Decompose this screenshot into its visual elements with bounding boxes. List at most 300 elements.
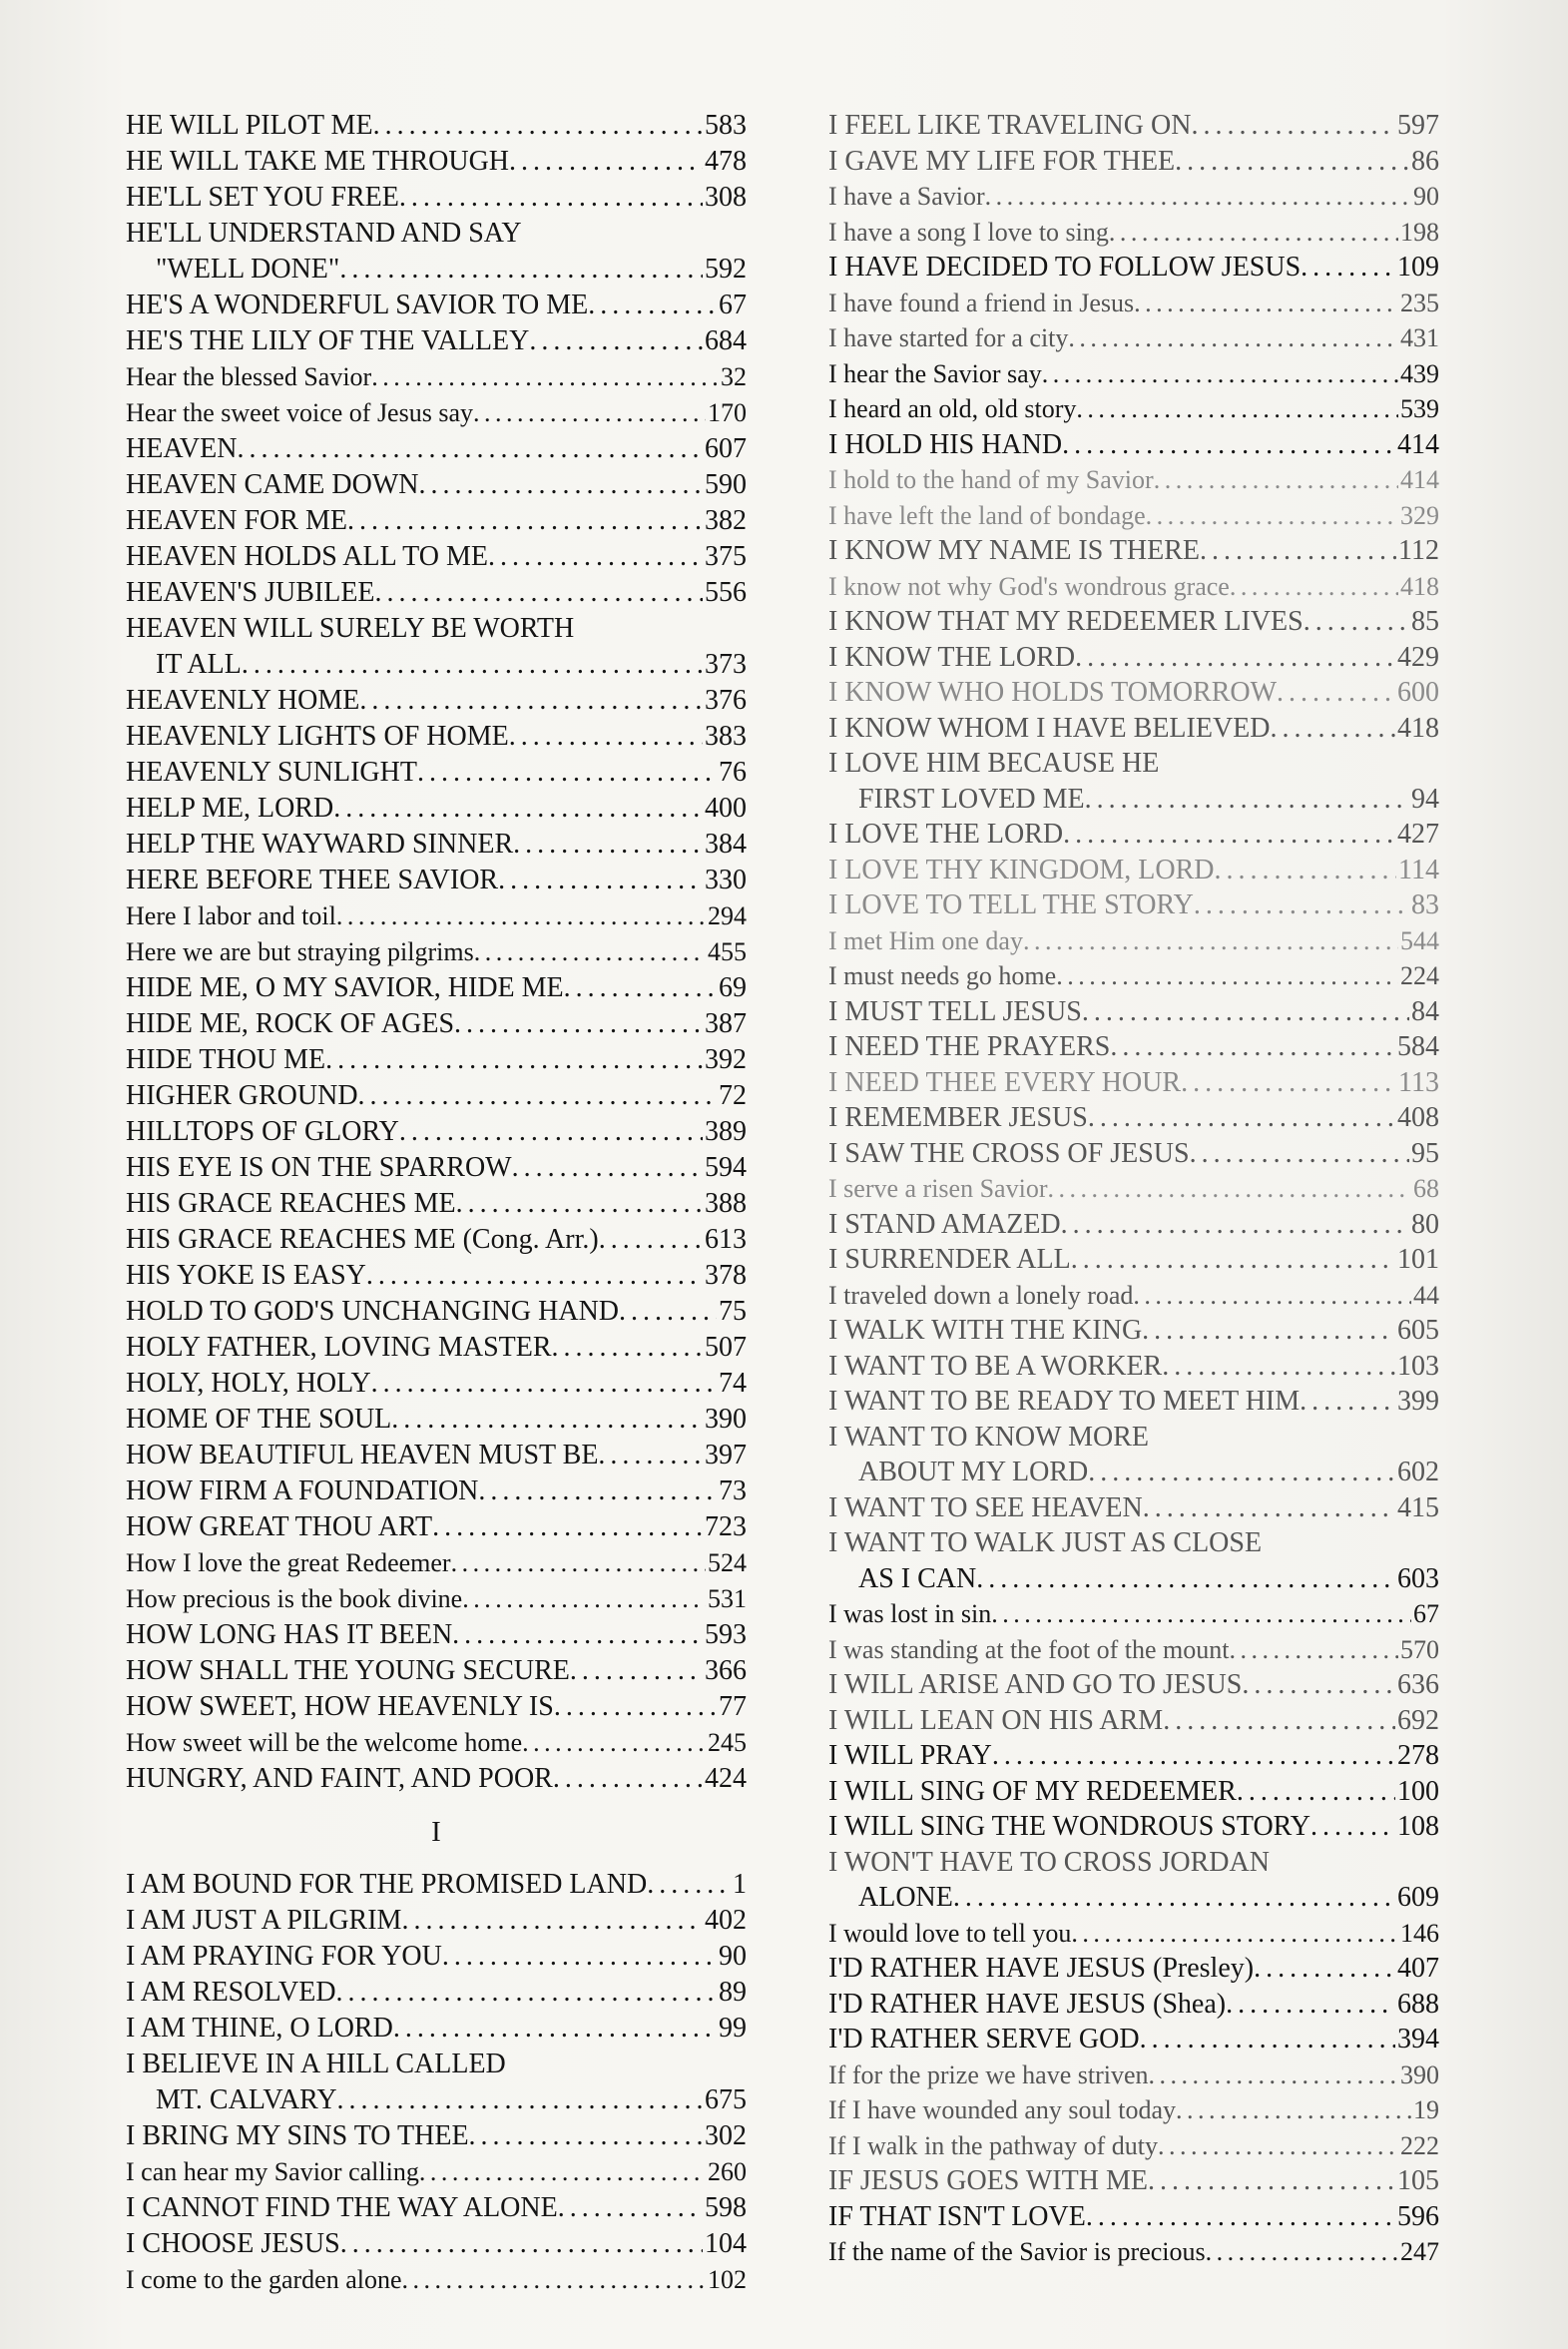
index-entry bbox=[126, 1294, 747, 1330]
entry-number: 592 bbox=[705, 254, 747, 285]
entry-number: 86 bbox=[1411, 145, 1439, 177]
entry-title: I WALK WITH THE KING bbox=[828, 1315, 1143, 1346]
index-entry bbox=[828, 1632, 1439, 1668]
index-entry bbox=[126, 503, 747, 539]
index-entry bbox=[126, 1078, 747, 1114]
entry-title: HIDE ME, O MY SAVIOR, HIDE ME bbox=[126, 972, 564, 1003]
index-entry bbox=[828, 144, 1439, 180]
entry-number: 1 bbox=[733, 1869, 747, 1900]
index-entry bbox=[126, 1509, 747, 1545]
index-entry bbox=[828, 1136, 1439, 1172]
dot-leader bbox=[992, 1738, 1395, 1774]
entry-number: 76 bbox=[719, 757, 747, 788]
index-entry bbox=[126, 1545, 747, 1581]
index-entry bbox=[828, 640, 1439, 676]
entry-title: I GAVE MY LIFE FOR THEE bbox=[828, 145, 1176, 177]
entry-number: 247 bbox=[1400, 2237, 1439, 2266]
index-entry bbox=[828, 1703, 1439, 1739]
entry-number: 424 bbox=[705, 1763, 747, 1794]
entry-number: 539 bbox=[1400, 394, 1439, 423]
entry-number: 32 bbox=[721, 362, 747, 391]
entry-number: 408 bbox=[1397, 1102, 1439, 1133]
entry-number: 596 bbox=[1397, 2200, 1439, 2232]
dot-leader bbox=[976, 1561, 1395, 1597]
entry-number: 100 bbox=[1397, 1775, 1439, 1807]
index-entry bbox=[126, 791, 747, 827]
entry-number: 402 bbox=[705, 1905, 747, 1936]
entry-title: HOW FIRM A FOUNDATION bbox=[126, 1475, 479, 1506]
entry-title: HEAVEN CAME DOWN bbox=[126, 469, 419, 500]
index-entry bbox=[126, 1258, 747, 1294]
entry-number: 375 bbox=[705, 541, 747, 572]
entry-number: 584 bbox=[1397, 1031, 1439, 1062]
index-entry bbox=[828, 2022, 1439, 2057]
entry-number: 366 bbox=[705, 1655, 747, 1686]
dot-leader bbox=[1023, 923, 1398, 959]
dot-leader bbox=[552, 1330, 703, 1366]
dot-leader bbox=[1109, 215, 1398, 251]
entry-title: I STAND AMAZED bbox=[828, 1208, 1061, 1240]
index-entry bbox=[828, 391, 1439, 427]
entry-number: 170 bbox=[708, 398, 747, 427]
entry-number: 112 bbox=[1398, 535, 1439, 566]
dot-leader bbox=[442, 1939, 717, 1975]
index-entry bbox=[828, 1916, 1439, 1952]
dot-leader bbox=[647, 1867, 731, 1903]
dot-leader bbox=[1200, 533, 1396, 569]
entry-title: HIGHER GROUND bbox=[126, 1080, 358, 1111]
entry-title: ALONE bbox=[858, 1882, 953, 1913]
index-entry bbox=[126, 683, 747, 719]
entry-title: I WANT TO KNOW MORE bbox=[828, 1421, 1149, 1453]
entry-title: I KNOW MY NAME IS THERE bbox=[828, 535, 1201, 566]
index-entry bbox=[126, 539, 747, 575]
index-entry bbox=[126, 2082, 747, 2118]
entry-title: HEAVEN bbox=[126, 433, 238, 464]
entry-title: I have a Savior bbox=[828, 182, 985, 211]
dot-leader bbox=[512, 1150, 703, 1186]
index-entry bbox=[126, 2011, 747, 2047]
entry-number: 302 bbox=[705, 2120, 747, 2151]
entry-title: I met Him one day bbox=[828, 925, 1023, 955]
index-entry bbox=[828, 1667, 1439, 1703]
dot-leader bbox=[1194, 887, 1409, 923]
index-entry bbox=[828, 887, 1439, 923]
entry-number: 245 bbox=[708, 1728, 747, 1757]
entry-title: If I walk in the pathway of duty bbox=[828, 2130, 1158, 2160]
entry-title: HOW LONG HAS IT BEEN bbox=[126, 1619, 453, 1650]
index-entry bbox=[828, 1951, 1439, 1987]
dot-leader bbox=[558, 2190, 703, 2226]
entry-title: I LOVE THY KINGDOM, LORD bbox=[828, 854, 1215, 885]
dot-leader bbox=[1134, 286, 1398, 321]
entry-number: 392 bbox=[705, 1044, 747, 1075]
index-entry bbox=[828, 1384, 1439, 1420]
dot-leader bbox=[375, 575, 703, 611]
index-entry bbox=[126, 1042, 747, 1078]
entry-title: I REMEMBER JESUS bbox=[828, 1102, 1088, 1133]
entry-number: 376 bbox=[705, 685, 747, 716]
entry-number: 427 bbox=[1397, 819, 1439, 850]
entry-number: 544 bbox=[1400, 925, 1439, 955]
index-entry bbox=[126, 1761, 747, 1797]
dot-leader bbox=[1206, 2234, 1398, 2270]
dot-leader bbox=[333, 791, 703, 827]
dot-leader bbox=[418, 467, 703, 503]
dot-leader bbox=[325, 1042, 703, 1078]
entry-number: 390 bbox=[1400, 2059, 1439, 2089]
index-entry bbox=[126, 1689, 747, 1725]
dot-leader bbox=[340, 2226, 703, 2262]
entry-title: HELP THE WAYWARD SINNER bbox=[126, 829, 514, 860]
dot-leader bbox=[1271, 711, 1395, 747]
entry-number: 69 bbox=[719, 972, 747, 1003]
index-entry bbox=[126, 1903, 747, 1939]
index-entry bbox=[126, 1473, 747, 1509]
dot-leader bbox=[1047, 1171, 1411, 1207]
entry-number: 597 bbox=[1397, 110, 1439, 141]
entry-number: 598 bbox=[705, 2192, 747, 2223]
index-entry bbox=[126, 575, 747, 611]
index-entry bbox=[828, 356, 1439, 392]
entry-title: I WON'T HAVE TO CROSS JORDAN bbox=[828, 1846, 1270, 1878]
index-entry bbox=[828, 2163, 1439, 2199]
entry-number: 602 bbox=[1397, 1457, 1439, 1487]
dot-leader bbox=[1162, 1349, 1395, 1385]
entry-title: I KNOW WHOM I HAVE BELIEVED bbox=[828, 712, 1271, 744]
dot-leader bbox=[599, 1222, 703, 1258]
index-entry bbox=[126, 1653, 747, 1689]
entry-number: 531 bbox=[708, 1584, 747, 1613]
index-entry bbox=[828, 1242, 1439, 1278]
entry-title: I KNOW THE LORD bbox=[828, 641, 1076, 673]
entry-number: 399 bbox=[1397, 1386, 1439, 1417]
entry-number: 397 bbox=[705, 1440, 747, 1470]
index-entry bbox=[126, 1975, 747, 2011]
entry-number: 278 bbox=[1397, 1740, 1439, 1771]
index-entry bbox=[126, 1114, 747, 1150]
index-entry bbox=[828, 498, 1439, 534]
dot-leader bbox=[347, 503, 703, 539]
entry-title: HOLD TO GOD'S UNCHANGING HAND bbox=[126, 1296, 620, 1327]
index-entry bbox=[126, 611, 747, 647]
dot-leader bbox=[509, 719, 703, 755]
entry-number: 387 bbox=[705, 1008, 747, 1039]
index-entry bbox=[126, 1617, 747, 1653]
dot-leader bbox=[366, 1258, 703, 1294]
entry-title: HEAVEN WILL SURELY BE WORTH bbox=[126, 613, 575, 644]
dot-leader bbox=[985, 179, 1411, 215]
entry-title: I'D RATHER HAVE JESUS (Presley) bbox=[828, 1953, 1255, 1984]
entry-number: 198 bbox=[1400, 217, 1439, 247]
dot-leader bbox=[553, 1761, 703, 1797]
entry-title: HEAVENLY SUNLIGHT bbox=[126, 757, 417, 788]
dot-leader bbox=[359, 683, 703, 719]
dot-leader bbox=[417, 755, 717, 791]
index-entry bbox=[126, 359, 747, 395]
index-entry bbox=[828, 1420, 1439, 1456]
entry-title: HEAVENLY LIGHTS OF HOME bbox=[126, 721, 509, 752]
entry-title: HOLY FATHER, LOVING MASTER bbox=[126, 1332, 552, 1363]
entry-title: I know not why God's wondrous grace bbox=[828, 571, 1230, 601]
entry-number: 308 bbox=[705, 182, 747, 213]
index-entry bbox=[126, 1402, 747, 1438]
entry-title: HOW GREAT THOU ART bbox=[126, 1511, 433, 1542]
entry-title: HE WILL TAKE ME THROUGH bbox=[126, 146, 510, 177]
dot-leader bbox=[991, 1596, 1411, 1632]
dot-leader bbox=[1133, 1278, 1411, 1314]
index-entry bbox=[126, 1867, 747, 1903]
dot-leader bbox=[1085, 782, 1409, 818]
dot-leader bbox=[1215, 853, 1397, 888]
entry-title: IF THAT ISN'T LOVE bbox=[828, 2200, 1086, 2232]
index-entry bbox=[828, 1490, 1439, 1526]
entry-number: 524 bbox=[708, 1548, 747, 1577]
dot-leader bbox=[454, 1006, 703, 1042]
entry-number: 103 bbox=[1397, 1350, 1439, 1382]
index-entry bbox=[828, 533, 1439, 569]
dot-leader bbox=[1190, 1136, 1409, 1172]
dot-leader bbox=[1062, 427, 1395, 463]
entry-title: HELP ME, LORD bbox=[126, 793, 334, 824]
index-entry bbox=[828, 2057, 1439, 2093]
entry-number: 688 bbox=[1397, 1988, 1439, 2020]
dot-leader bbox=[1063, 817, 1395, 853]
index-entry bbox=[126, 323, 747, 359]
entry-title: I can hear my Savior calling bbox=[126, 2157, 419, 2186]
entry-number: 431 bbox=[1400, 323, 1439, 352]
entry-number: 418 bbox=[1397, 712, 1439, 744]
index-entry bbox=[828, 1596, 1439, 1632]
entry-title: How precious is the book divine bbox=[126, 1584, 463, 1613]
entry-number: 556 bbox=[705, 577, 747, 608]
index-entry bbox=[828, 1171, 1439, 1207]
entry-title: I LOVE TO TELL THE STORY bbox=[828, 889, 1194, 920]
entry-title: I AM JUST A PILGRIM bbox=[126, 1905, 402, 1936]
dot-leader bbox=[452, 1617, 703, 1653]
entry-title: HIS EYE IS ON THE SPARROW bbox=[126, 1152, 512, 1183]
dot-leader bbox=[1142, 1313, 1395, 1349]
entry-title: I traveled down a lonely road bbox=[828, 1280, 1134, 1310]
index-entry bbox=[828, 427, 1439, 463]
entry-title: I NEED THEE EVERY HOUR bbox=[828, 1066, 1182, 1098]
index-entry bbox=[828, 1738, 1439, 1774]
entry-title: I have started for a city bbox=[828, 323, 1069, 352]
entry-number: 90 bbox=[719, 1941, 747, 1972]
entry-number: 373 bbox=[705, 649, 747, 680]
dot-leader bbox=[456, 1186, 703, 1222]
dot-leader bbox=[1158, 2128, 1398, 2164]
dot-leader bbox=[1140, 2022, 1395, 2057]
entry-title: HE'LL SET YOU FREE bbox=[126, 182, 399, 213]
entry-title: MT. CALVARY bbox=[156, 2084, 337, 2115]
entry-title: I hear the Savior say bbox=[828, 358, 1042, 388]
entry-title: I'D RATHER HAVE JESUS (Shea) bbox=[828, 1988, 1227, 2020]
entry-number: 146 bbox=[1400, 1918, 1439, 1948]
entry-title: If I have wounded any soul today bbox=[828, 2095, 1177, 2124]
index-entry bbox=[126, 288, 747, 323]
entry-number: 222 bbox=[1400, 2130, 1439, 2160]
entry-number: 72 bbox=[719, 1080, 747, 1111]
index-column-right bbox=[828, 108, 1439, 2270]
dot-leader bbox=[1143, 1490, 1395, 1526]
entry-title: I WANT TO WALK JUST AS CLOSE bbox=[828, 1527, 1263, 1558]
dot-leader bbox=[473, 395, 706, 431]
entry-title: I WANT TO BE READY TO MEET HIM bbox=[828, 1386, 1301, 1417]
entry-title: HE'S THE LILY OF THE VALLEY bbox=[126, 325, 530, 356]
entry-title: I heard an old, old story bbox=[828, 394, 1077, 423]
entry-title: I FEEL LIKE TRAVELING ON bbox=[828, 110, 1192, 141]
dot-leader bbox=[237, 431, 703, 467]
index-entry bbox=[828, 1349, 1439, 1385]
entry-title: I WANT TO BE A WORKER bbox=[828, 1350, 1163, 1382]
entry-title: IT ALL bbox=[156, 649, 242, 680]
index-entry bbox=[126, 467, 747, 503]
index-entry bbox=[828, 1525, 1439, 1561]
dot-leader bbox=[373, 108, 703, 144]
index-entry bbox=[126, 180, 747, 216]
entry-number: 329 bbox=[1400, 500, 1439, 530]
entry-number: 605 bbox=[1397, 1315, 1439, 1346]
index-entry bbox=[828, 1455, 1439, 1490]
entry-title: I LOVE HIM BECAUSE HE bbox=[828, 748, 1160, 779]
entry-number: 260 bbox=[708, 2157, 747, 2186]
entry-number: 583 bbox=[705, 110, 747, 141]
index-entry bbox=[828, 782, 1439, 818]
entry-number: 44 bbox=[1413, 1280, 1439, 1310]
entry-title: HOW SWEET, HOW HEAVENLY IS bbox=[126, 1691, 554, 1722]
entry-number: 382 bbox=[705, 505, 747, 536]
dot-leader bbox=[1304, 604, 1409, 640]
entry-title: I AM THINE, O LORD bbox=[126, 2013, 393, 2044]
entry-title: I WANT TO SEE HEAVEN bbox=[828, 1491, 1143, 1523]
entry-number: 84 bbox=[1411, 995, 1439, 1027]
dot-leader bbox=[1110, 1029, 1395, 1065]
entry-number: 235 bbox=[1400, 288, 1439, 317]
index-entry bbox=[828, 179, 1439, 215]
dot-leader bbox=[1148, 2163, 1395, 2199]
entry-title: I LOVE THE LORD bbox=[828, 819, 1064, 850]
dot-leader bbox=[588, 288, 717, 323]
entry-title: I'D RATHER SERVE GOD bbox=[828, 2024, 1140, 2055]
entry-title: I was lost in sin bbox=[828, 1599, 992, 1628]
index-entry bbox=[828, 2092, 1439, 2128]
entry-number: 83 bbox=[1411, 889, 1439, 920]
entry-number: 109 bbox=[1397, 252, 1439, 283]
entry-number: 414 bbox=[1400, 465, 1439, 494]
index-entry bbox=[126, 216, 747, 252]
dot-leader bbox=[1068, 320, 1398, 356]
entry-title: HEAVEN FOR ME bbox=[126, 505, 347, 536]
entry-title: HILLTOPS OF GLORY bbox=[126, 1116, 399, 1147]
entry-number: 114 bbox=[1398, 854, 1439, 885]
dot-leader bbox=[498, 863, 703, 898]
entry-number: 95 bbox=[1411, 1137, 1439, 1169]
entry-number: 94 bbox=[1411, 783, 1439, 815]
index-entry bbox=[828, 1100, 1439, 1136]
dot-leader bbox=[1076, 391, 1398, 427]
index-entry bbox=[828, 746, 1439, 782]
dot-leader bbox=[393, 2011, 717, 2047]
entry-title: HIS GRACE REACHES ME (Cong. Arr.) bbox=[126, 1224, 599, 1255]
dot-leader bbox=[1146, 498, 1398, 534]
entry-title: HEAVEN HOLDS ALL TO ME bbox=[126, 541, 488, 572]
dot-leader bbox=[564, 970, 717, 1006]
entry-title: HE'S A WONDERFUL SAVIOR TO ME bbox=[126, 290, 589, 320]
dot-leader bbox=[509, 144, 703, 180]
index-entry bbox=[126, 1725, 747, 1761]
entry-number: 75 bbox=[719, 1296, 747, 1327]
entry-number: 607 bbox=[705, 433, 747, 464]
dot-leader bbox=[1075, 640, 1395, 676]
entry-number: 590 bbox=[705, 469, 747, 500]
entry-title: How sweet will be the welcome home bbox=[126, 1728, 523, 1757]
index-entry bbox=[828, 1809, 1439, 1845]
index-entry bbox=[828, 711, 1439, 747]
dot-leader bbox=[1061, 1207, 1409, 1243]
entry-number: 330 bbox=[705, 865, 747, 895]
dot-leader bbox=[522, 1725, 706, 1761]
entry-number: 85 bbox=[1411, 606, 1439, 637]
entry-number: 439 bbox=[1400, 358, 1439, 388]
dot-leader bbox=[1082, 994, 1409, 1030]
dot-leader bbox=[419, 2154, 706, 2190]
entry-title: HUNGRY, AND FAINT, AND POOR bbox=[126, 1763, 553, 1794]
entry-number: 67 bbox=[719, 290, 747, 320]
entry-title: I NEED THE PRAYERS bbox=[828, 1031, 1111, 1062]
entry-title: I must needs go home bbox=[828, 961, 1057, 990]
index-column-left bbox=[126, 108, 747, 2298]
dot-leader bbox=[462, 1581, 706, 1617]
dot-leader bbox=[1175, 144, 1409, 180]
index-entry bbox=[828, 675, 1439, 711]
entry-number: 388 bbox=[705, 1188, 747, 1219]
index-entry bbox=[126, 144, 747, 180]
entry-number: 613 bbox=[705, 1224, 747, 1255]
index-entry bbox=[126, 395, 747, 431]
dot-leader bbox=[529, 323, 703, 359]
entry-number: 593 bbox=[705, 1619, 747, 1650]
entry-title: HIS GRACE REACHES ME bbox=[126, 1188, 456, 1219]
index-entry bbox=[828, 1987, 1439, 2023]
entry-title: AS I CAN bbox=[858, 1562, 977, 1594]
entry-title: I AM RESOLVED bbox=[126, 1977, 336, 2008]
entry-number: 675 bbox=[705, 2084, 747, 2115]
dot-leader bbox=[598, 1438, 703, 1473]
entry-number: 415 bbox=[1397, 1491, 1439, 1523]
entry-number: 104 bbox=[705, 2228, 747, 2259]
entry-title: I have found a friend in Jesus bbox=[828, 288, 1135, 317]
index-entry bbox=[828, 320, 1439, 356]
entry-title: HE'LL UNDERSTAND AND SAY bbox=[126, 218, 522, 249]
entry-title: I HAVE DECIDED TO FOLLOW JESUS bbox=[828, 252, 1302, 283]
entry-title: HEAVEN'S JUBILEE bbox=[126, 577, 375, 608]
index-entry bbox=[828, 604, 1439, 640]
index-entry bbox=[828, 1065, 1439, 1101]
index-entry bbox=[126, 2047, 747, 2082]
index-entry bbox=[126, 970, 747, 1006]
dot-leader bbox=[1226, 1987, 1395, 2023]
section-letter-heading: I bbox=[431, 1816, 441, 1848]
index-entry bbox=[126, 1006, 747, 1042]
entry-title: "WELL DONE" bbox=[156, 254, 340, 285]
index-entry bbox=[126, 431, 747, 467]
entry-number: 224 bbox=[1400, 961, 1439, 990]
dot-leader bbox=[1277, 675, 1395, 711]
dot-leader bbox=[1088, 1455, 1395, 1490]
entry-title: I AM PRAYING FOR YOU bbox=[126, 1941, 442, 1972]
entry-number: 478 bbox=[705, 146, 747, 177]
